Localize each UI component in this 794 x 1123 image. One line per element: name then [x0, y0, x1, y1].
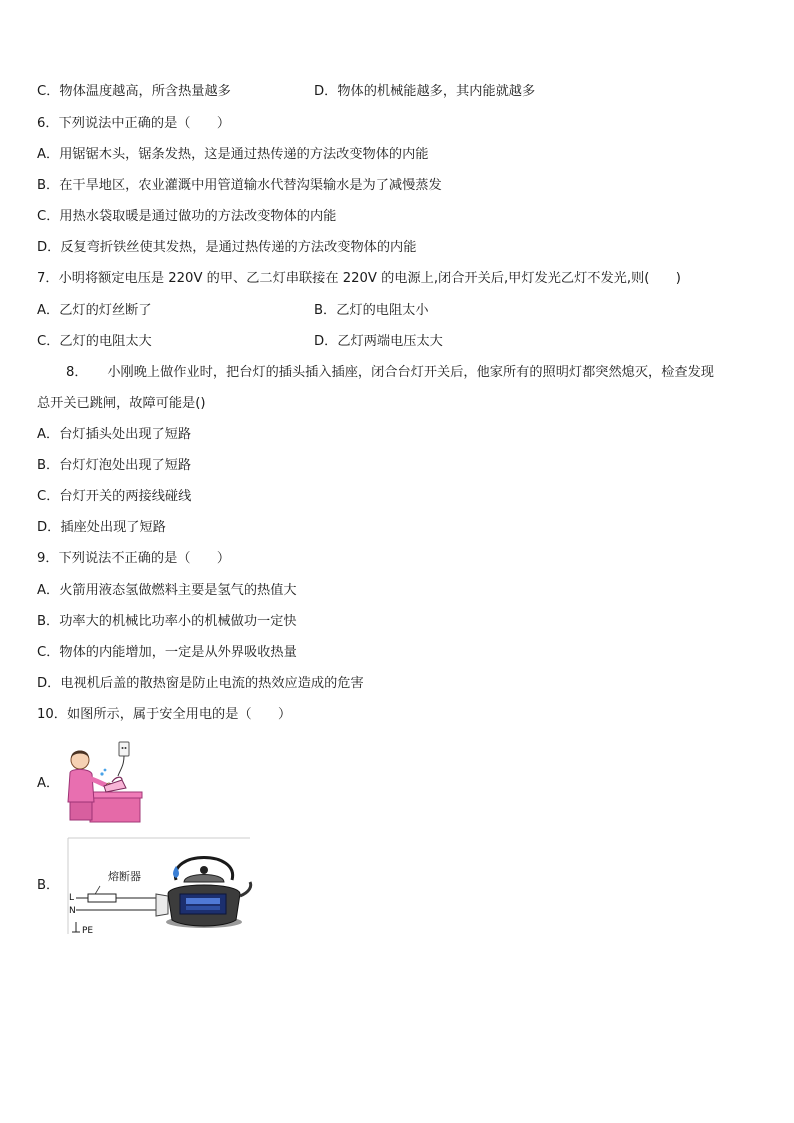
- q5-option-c: C．物体温度越高，所含热量越多: [37, 84, 231, 99]
- q8-option-c: C．台灯开关的两接线碰线: [37, 489, 192, 504]
- q7-option-a: A．乙灯的灯丝断了: [37, 303, 152, 318]
- wire-pe-label: PE: [82, 926, 94, 936]
- q6-option-d: D．反复弯折铁丝使其发热，是通过热传递的方法改变物体的内能: [37, 240, 417, 255]
- woman-ironing-illustration: [64, 740, 144, 828]
- q10-option-b-figure: [64, 836, 254, 936]
- q10-option-b-label: B．: [37, 878, 60, 893]
- q9-option-b: B．功率大的机械比功率小的机械做功一定快: [37, 614, 297, 629]
- q9-option-a: A．火箭用液态氢做燃料主要是氢气的热值大: [37, 583, 297, 598]
- q9-option-d: D．电视机后盖的散热窗是防止电流的热效应造成的危害: [37, 676, 364, 691]
- q6-option-c: C．用热水袋取暖是通过做功的方法改变物体的内能: [37, 209, 337, 224]
- kettle-circuit-diagram: [64, 836, 254, 936]
- q10-option-a-figure: [64, 740, 144, 828]
- q5-option-d: D．物体的机械能越多，其内能就越多: [314, 84, 536, 99]
- q7-option-b: B．乙灯的电阻太小: [314, 303, 429, 318]
- q7-option-c: C．乙灯的电阻太大: [37, 334, 152, 349]
- q8-option-a: A．台灯插头处出现了短路: [37, 427, 192, 442]
- q8-stem-line1: 8． 小刚晚上做作业时，把台灯的插头插入插座，闭合台灯开关后，他家所有的照明灯都突然熄灭，检查发现: [66, 365, 714, 380]
- q6-option-b: B．在干旱地区，农业灌溉中用管道输水代替沟渠输水是为了减慢蒸发: [37, 178, 442, 193]
- q6-stem: 6．下列说法中正确的是（ ）: [37, 116, 231, 131]
- q7-option-d: D．乙灯两端电压太大: [314, 334, 443, 349]
- q9-stem: 9．下列说法不正确的是（ ）: [37, 551, 231, 566]
- q8-option-d: D．插座处出现了短路: [37, 520, 166, 535]
- wire-l-label: L: [69, 893, 75, 903]
- q6-option-a: A．用锯锯木头，锯条发热，这是通过热传递的方法改变物体的内能: [37, 147, 429, 162]
- q8-option-b: B．台灯灯泡处出现了短路: [37, 458, 192, 473]
- q8-stem-line2: 总开关已跳闸，故障可能是(): [37, 396, 206, 411]
- q7-stem: 7．小明将额定电压是 220V 的甲、乙二灯串联接在 220V 的电源上,闭合开关后,甲灯发光乙灯不发光,则( ): [37, 271, 681, 286]
- q10-option-a-label: A．: [37, 776, 60, 791]
- wire-n-label: N: [69, 906, 76, 916]
- q10-stem: 10．如图所示，属于安全用电的是（ ）: [37, 707, 292, 722]
- fuse-label: 熔断器: [108, 870, 141, 883]
- q9-option-c: C．物体的内能增加，一定是从外界吸收热量: [37, 645, 297, 660]
